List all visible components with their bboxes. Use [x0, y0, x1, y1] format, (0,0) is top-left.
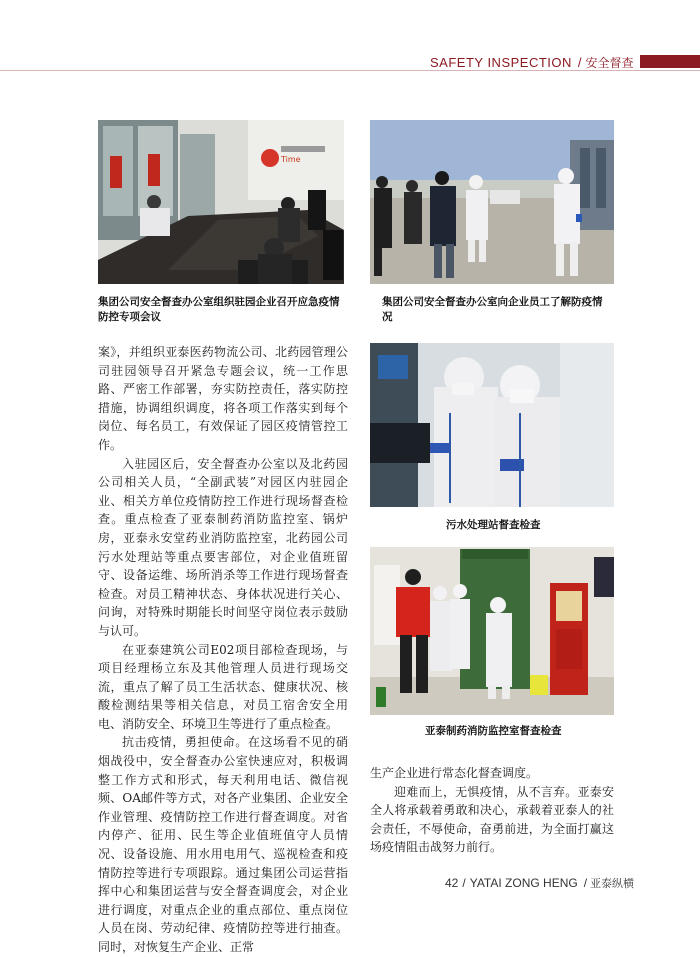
paragraph: 抗击疫情，勇担使命。在这场看不见的硝烟战役中，安全督查办公室快速应对，积极调整工作方式和形式，每天利用电话、微信视频、OA邮件等方式，对各产业集团、企业安全作业管理、疫情防控工作进行督查调度。对省内停产、征用、民生等企业值班值守人员情况、设备设施、用水用电用气、巡视检查和疫情防控等进行专项跟踪。通过集团公司运营指挥中心和集团运营与安全督查调度会，对企业进行调度，对重点企业的重点部位、重点岗位人员在岗、劳动纪律、疫情防控等进行抽查。同时，对恢复生产企业、正常 — [98, 735, 348, 954]
footer-title-en: YATAI ZONG HENG — [469, 876, 578, 890]
footer-sep: / — [462, 876, 466, 890]
photo-emergency-meeting — [98, 120, 344, 284]
paragraph: 在亚泰建筑公司E02项目部检查现场，与项目经理杨立东及其他管理人员进行现场交流，重点了解了员工生活状态、健康状况、核酸检测结果等相关信息，对员工宿舍安全用电、消防安全、环境卫生等进行了重点检查。 — [98, 642, 348, 731]
section-title-en: SAFETY INSPECTION — [430, 54, 572, 70]
photo-outdoor-inspection — [370, 120, 614, 284]
footer-title-cn: 亚泰纵横 — [590, 877, 635, 890]
paragraph: 迎难而上，无惧疫情，从不言弃。亚泰安全人将承载着勇敢和决心，承载着亚泰人的社会责任，不辱使命，奋勇前进，为全面打赢这场疫情阻击战努力前行。 — [370, 784, 614, 855]
paragraph: 入驻园区后，安全督查办公室以及北药园公司相关人员，“全副武装”对园区内驻园企业、相关方单位疫情防控工作进行现场督查检查。重点检查了亚泰制药消防监控室、锅炉房，亚泰永安堂药业消防监控室，北药园公司污水处理站等重点要害部位，对企业值班留守、设备运维、场所消杀等工作进行现场督查检查。对员工精神状态、身体状况进行关心、问询，对特殊时期能长时间坚守岗位表示鼓励与认可。 — [98, 456, 348, 638]
right-text-column — [370, 764, 614, 857]
caption-meeting: 集团公司安全督查办公室组织驻园企业召开应急疫情防控专项会议 — [98, 296, 340, 323]
wall-logo-text: Time — [281, 155, 301, 164]
photo-sewage-station — [370, 343, 614, 507]
paragraph: 案》，并组织亚泰医药物流公司、北药园管理公司驻园领导召开紧急专题会议，统一工作思路、严密工作部署，夯实防控责任，落实防控措施，协调组织调度，将各项工作落实到每个岗位、每名员工，有效保证了园区疫情管控工作。 — [98, 345, 348, 452]
header-accent-bar — [640, 55, 700, 68]
page-number: 42 — [445, 876, 459, 890]
section-title-sep: / — [577, 54, 582, 70]
header-rule — [0, 70, 700, 71]
caption-fire: 亚泰制药消防监控室督查检查 — [425, 725, 562, 737]
caption-sewage: 污水处理站督查检查 — [446, 519, 541, 531]
section-title-cn: 安全督查 — [585, 55, 634, 70]
paragraph: 生产企业进行常态化督查调度。 — [370, 766, 539, 780]
footer-sep: / — [583, 876, 588, 890]
left-text-column — [98, 343, 348, 957]
caption-outdoor: 集团公司安全督查办公室向企业员工了解防疫情况 — [382, 296, 603, 323]
page-footer — [445, 874, 700, 892]
photo-fire-monitoring-room — [370, 547, 614, 715]
